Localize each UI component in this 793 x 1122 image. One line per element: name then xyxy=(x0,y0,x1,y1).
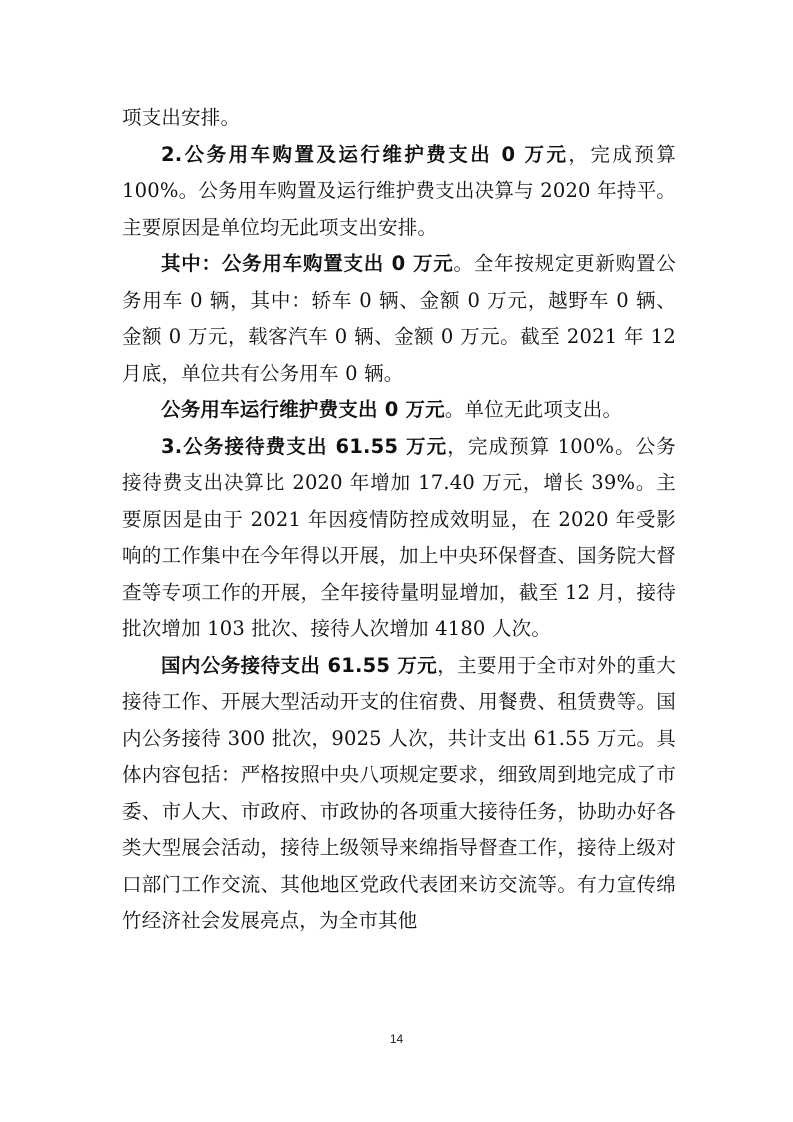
paragraph-heading: 其中：公务用车购置支出 0 万元 xyxy=(161,252,454,275)
paragraph-text: ，完成预算100%。公务用车购置及运行维护费支出决算与 2020 年持平。主要原因是单位均无此项支出安排。 xyxy=(122,142,676,239)
paragraph-vehicle-maintenance xyxy=(122,392,676,429)
paragraph-text: ，主要用于全市对外的重大接待工作、开展大型活动开支的住宿费、用餐费、租赁费等。国内公务接待 300 批次，9025 人次，共计支出 61.55 万元。具体内容包括：严格按照中央八项规定要求，细致周到地完成了市委、市人大、市政府、市政协的各项重大接待任务，协助办好各类大型展会活动，接待上级领导来绵指导督查工作，接待上级对口部门工作交流、其他地区党政代表团来访交流等。有力宣传绵竹经济社会发展亮点，为全市其他 xyxy=(122,653,676,932)
paragraph-domestic-reception xyxy=(122,648,676,940)
paragraph-heading: 国内公务接待支出 61.55 万元 xyxy=(161,653,438,677)
paragraph-vehicle-expense xyxy=(122,137,676,247)
paragraph-heading: 3.公务接待费支出 61.55 万元 xyxy=(161,434,448,458)
paragraph-vehicle-purchase xyxy=(122,246,676,392)
paragraph-heading: 2.公务用车购置及运行维护费支出 0 万元 xyxy=(161,142,569,166)
page-number: 14 xyxy=(389,1032,404,1046)
paragraph-text: 。单位无此项支出。 xyxy=(444,398,623,421)
document-body xyxy=(122,100,676,940)
paragraph-reception-expense xyxy=(122,429,676,648)
paragraph-heading: 公务用车运行维护费支出 0 万元 xyxy=(161,398,445,421)
paragraph-text: 项支出安排。 xyxy=(122,106,241,129)
paragraph-text: ，完成预算 100%。公务接待费支出决算比 2020 年增加 17.40 万元，增长 39%。主要原因是由于 2021 年因疫情防控成效明显，在 2020 年受影响的工作集中在今年得以开展，加上中央环保督查、国务院大督查等专项工作的开展，全年接待量明显增加，截至 12 月，接待批次增加 103 批次、接待人次增加 4180 人次。 xyxy=(122,434,677,640)
paragraph-text: 。全年按规定更新购置公务用车 0 辆，其中：轿车 0 辆、金额 0 万元，越野车 0 辆、金额 0 万元，载客汽车 0 辆、金额 0 万元。截至 2021 年 12 月底，单位共有公务用车 0 辆。 xyxy=(122,252,676,385)
paragraph-continuation xyxy=(122,100,676,137)
